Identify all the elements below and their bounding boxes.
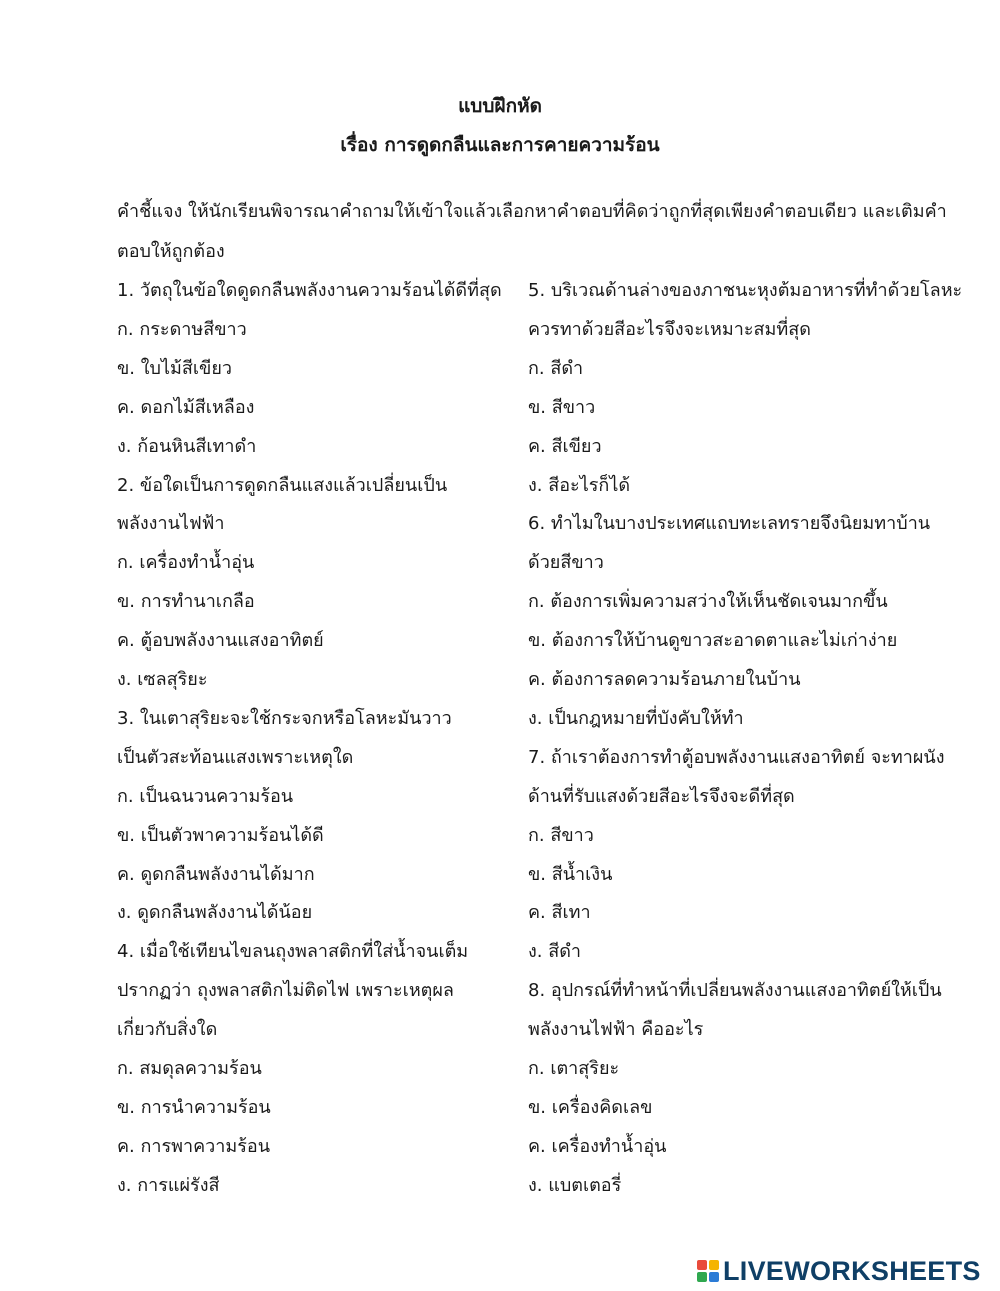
- left-answer-line: ก. สมดุลความร้อน: [117, 1058, 262, 1079]
- left-answer-line: ก. เป็นฉนวนความร้อน: [117, 785, 294, 807]
- right-answer-line: ง. แบตเตอรี่: [528, 1174, 622, 1196]
- liveworksheets-logo: [697, 1256, 981, 1286]
- left-answer-line: ก. เครื่องทำน้ำอุ่น: [117, 552, 255, 574]
- left-answer-line: ก. กระดาษสีขาว: [117, 318, 247, 340]
- right-answer-line: ก. ต้องการเพิ่มความสว่างให้เห็นชัดเจนมากขึ้น: [528, 591, 888, 613]
- right-answer-line: ง. เป็นกฎหมายที่บังคับให้ทำ: [528, 707, 744, 729]
- right-answer-line: ก. สีดำ: [528, 357, 584, 379]
- logo-text: LIVEWORKSHEETS: [723, 1256, 981, 1286]
- left-answer-line: ข. ใบไม้สีเขียว: [117, 357, 232, 379]
- left-answer-line: เป็นตัวสะท้อนแสงเพราะเหตุใด: [117, 746, 354, 768]
- left-answer-line: ค. ดอกไม้สีเหลือง: [117, 396, 255, 418]
- left-answer-line: ข. การนำความร้อน: [117, 1096, 271, 1118]
- left-answer-line: ค. ดูดกลืนพลังงานได้มาก: [117, 863, 315, 885]
- logo-blocks-icon: [697, 1260, 719, 1282]
- logo-block: [697, 1272, 707, 1282]
- right-answer-line: พลังงานไฟฟ้า คืออะไร: [528, 1019, 704, 1041]
- right-answer-line: ง. สีดำ: [528, 941, 582, 963]
- right-question-line: 6. ทำไมในบางประเทศแถบทะเลทรายจึงนิยมทาบ้าน: [528, 513, 931, 535]
- left-answer-line: พลังงานไฟฟ้า: [117, 513, 225, 535]
- right-question-line: 5. บริเวณด้านล่างของภาชนะหุงต้มอาหารที่ทำด้วยโลหะ: [528, 280, 963, 301]
- left-question-line: 1. วัตถุในข้อใดดูดกลืนพลังงานความร้อนได้ดีที่สุด: [117, 280, 502, 301]
- right-answer-line: ด้วยสีขาว: [528, 552, 604, 574]
- right-question-line: 7. ถ้าเราต้องการทำตู้อบพลังงานแสงอาทิตย์ จะทาผนัง: [528, 746, 945, 768]
- right-question-line: 8. อุปกรณ์ที่ทำหน้าที่เปลี่ยนพลังงานแสงอาทิตย์ให้เป็น: [528, 980, 942, 1002]
- right-answer-line: ด้านที่รับแสงด้วยสีอะไรจึงจะดีที่สุด: [528, 785, 795, 807]
- left-question-line: 3. ในเตาสุริยะจะใช้กระจกหรือโลหะมันวาว: [117, 707, 452, 729]
- left-answer-line: ข. การทำนาเกลือ: [117, 591, 255, 613]
- right-answer-line: ข. ต้องการให้บ้านดูขาวสะอาดตาและไม่เก่าง่าย: [528, 630, 898, 652]
- left-answer-line: ข. เป็นตัวพาความร้อนได้ดี: [117, 824, 324, 846]
- right-answer-line: ง. สีอะไรก็ได้: [528, 474, 631, 496]
- right-answer-line: ก. สีขาว: [528, 824, 594, 846]
- right-answer-line: ข. สีขาว: [528, 396, 596, 418]
- worksheet-title: แบบฝึกหัด: [458, 95, 542, 117]
- left-answer-line: ง. เซลสุริยะ: [117, 669, 208, 690]
- left-answer-line: ปรากฏว่า ถุงพลาสติกไม่ติดไฟ เพราะเหตุผล: [117, 980, 454, 1002]
- right-answer-line: ข. สีน้ำเงิน: [528, 863, 613, 885]
- left-question-line: 4. เมื่อใช้เทียนไขลนถุงพลาสติกที่ใส่น้ำจนเต็ม: [117, 941, 469, 963]
- logo-block: [709, 1272, 719, 1282]
- left-answer-line: ค. การพาความร้อน: [117, 1135, 271, 1157]
- right-answer-line: ค. สีเทา: [528, 902, 591, 924]
- instructions: คำชี้แจง ให้นักเรียนพิจารณาคำถามให้เข้าใจแล้วเลือกหาคำตอบที่คิดว่าถูกที่สุดเพียงคำตอบเดียว และเติมคำตอบให้ถูกต้อง: [117, 201, 947, 262]
- logo-block: [697, 1260, 707, 1270]
- left-answer-line: ง. ดูดกลืนพลังงานได้น้อย: [117, 902, 313, 924]
- right-answer-line: ข. เครื่องคิดเลข: [528, 1096, 653, 1118]
- left-answer-line: เกี่ยวกับสิ่งใด: [117, 1019, 218, 1041]
- worksheet-subtitle: เรื่อง การดูดกลืนและการคายความร้อน: [340, 134, 660, 156]
- right-answer-line: ก. เตาสุริยะ: [528, 1058, 620, 1079]
- logo-block: [709, 1260, 719, 1270]
- left-answer-line: ง. ก้อนหินสีเทาดำ: [117, 435, 257, 457]
- right-answer-line: ค. เครื่องทำน้ำอุ่น: [528, 1135, 667, 1157]
- left-answer-line: ง. การแผ่รังสี: [117, 1174, 220, 1196]
- left-answer-line: ค. ตู้อบพลังงานแสงอาทิตย์: [117, 630, 324, 652]
- right-answer-line: ควรทาด้วยสีอะไรจึงจะเหมาะสมที่สุด: [528, 318, 811, 340]
- right-answer-line: ค. ต้องการลดความร้อนภายในบ้าน: [528, 669, 801, 690]
- right-answer-line: ค. สีเขียว: [528, 435, 602, 457]
- left-question-line: 2. ข้อใดเป็นการดูดกลืนแสงแล้วเปลี่ยนเป็น: [117, 474, 448, 496]
